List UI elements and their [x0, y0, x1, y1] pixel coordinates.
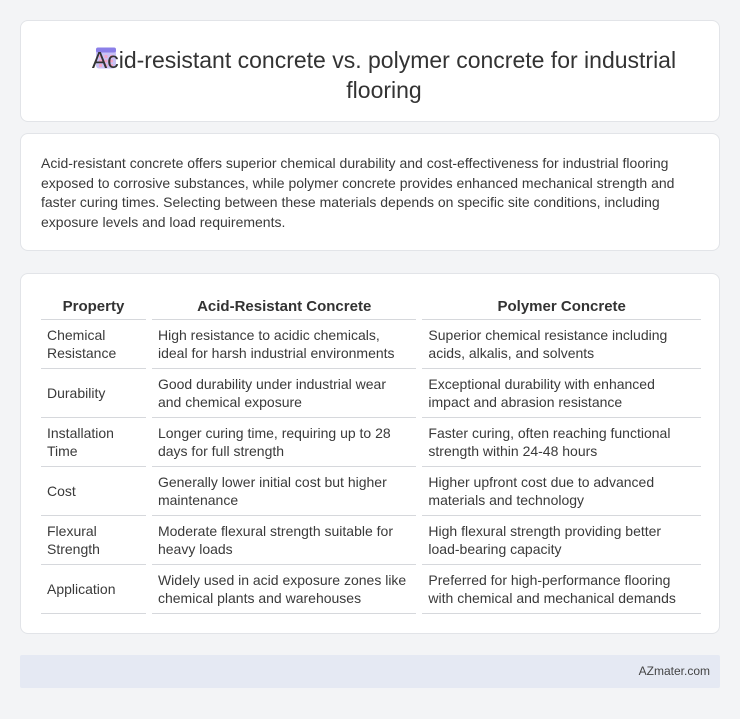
row-acid-value: Widely used in acid exposure zones like chemical plants and warehouses — [152, 565, 416, 614]
row-acid-value: Longer curing time, requiring up to 28 days for full strength — [152, 418, 416, 467]
page-title: Acid-resistant concrete vs. polymer concrete for industrial flooring — [91, 47, 677, 103]
row-acid-value: Generally lower initial cost but higher maintenance — [152, 467, 416, 516]
row-polymer-value: Faster curing, often reaching functional strength within 24-48 hours — [422, 418, 701, 467]
summary-paragraph: Acid-resistant concrete offers superior chemical durability and cost-effectiveness for industrial flooring exposed to corrosive substances, while polymer concrete provides enhanced mechanical strength and faster curing times. Selecting between these materials depends on specific site conditions, including exposure levels and load requirements. — [41, 155, 675, 230]
table-header-row — [41, 294, 701, 320]
header-polymer: Polymer Concrete — [422, 294, 701, 320]
row-property: Installation Time — [41, 418, 146, 467]
row-acid-value: Good durability under industrial wear and chemical exposure — [152, 369, 416, 418]
table-row — [41, 467, 701, 516]
table-row — [41, 418, 701, 467]
row-polymer-value: Preferred for high-performance flooring with chemical and mechanical demands — [422, 565, 701, 614]
row-polymer-value: High flexural strength providing better load-bearing capacity — [422, 516, 701, 565]
row-acid-value: High resistance to acidic chemicals, ideal for harsh industrial environments — [152, 320, 416, 369]
row-acid-value: Moderate flexural strength suitable for heavy loads — [152, 516, 416, 565]
table-row — [41, 565, 701, 614]
row-property: Durability — [41, 369, 146, 418]
header-property: Property — [41, 294, 146, 320]
row-property: Application — [41, 565, 146, 614]
table-row — [41, 369, 701, 418]
footer-brand[interactable]: AZmater.com — [638, 664, 710, 678]
title-card — [20, 20, 720, 122]
row-polymer-value: Higher upfront cost due to advanced materials and technology — [422, 467, 701, 516]
row-property: Cost — [41, 467, 146, 516]
row-property: Flexural Strength — [41, 516, 146, 565]
footer — [20, 655, 720, 688]
header-acid-resistant: Acid-Resistant Concrete — [152, 294, 416, 320]
summary-card — [20, 133, 720, 251]
row-polymer-value: Exceptional durability with enhanced impact and abrasion resistance — [422, 369, 701, 418]
table-row — [41, 320, 701, 369]
table-row — [41, 516, 701, 565]
comparison-table — [35, 294, 707, 614]
row-property: Chemical Resistance — [41, 320, 146, 369]
comparison-table-card — [20, 273, 720, 634]
row-polymer-value: Superior chemical resistance including acids, alkalis, and solvents — [422, 320, 701, 369]
